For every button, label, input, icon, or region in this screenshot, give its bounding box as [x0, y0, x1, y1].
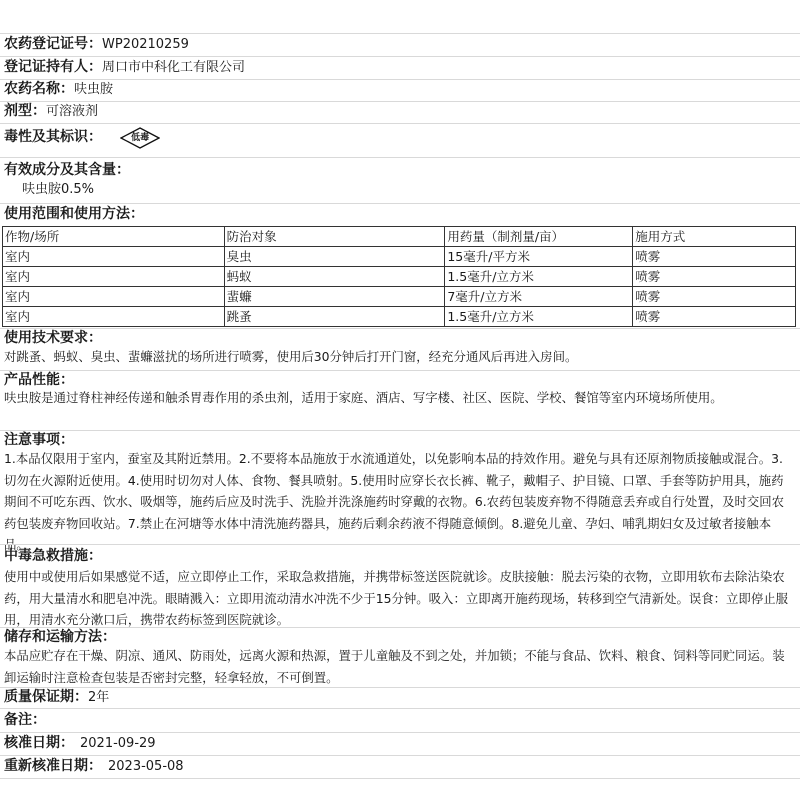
performance-label: 产品性能：	[4, 372, 74, 388]
reapproval-date-value: 2023-05-08	[108, 759, 184, 774]
remarks-row	[4, 710, 46, 731]
form-value: 可溶液剂	[46, 104, 99, 119]
divider	[0, 101, 800, 102]
divider	[0, 157, 800, 158]
divider	[0, 627, 800, 628]
table-cell: 跳蚤	[224, 307, 445, 327]
shelf-life-value: 2年	[88, 690, 110, 705]
holder-row	[4, 57, 245, 78]
table-cell: 室内	[3, 307, 225, 327]
table-row	[3, 247, 796, 267]
shelf-life-label: 质量保证期：	[4, 689, 88, 705]
approval-date-label: 核准日期：	[4, 735, 74, 751]
table-cell: 7毫升/立方米	[445, 287, 633, 307]
reg-no-label: 农药登记证号：	[4, 36, 102, 52]
ingredient-label: 有效成分及其含量：	[4, 162, 130, 178]
table-row	[3, 287, 796, 307]
name-label: 农药名称：	[4, 81, 74, 97]
table-cell: 室内	[3, 287, 225, 307]
approval-date-value: 2021-09-29	[80, 736, 156, 751]
table-row	[3, 267, 796, 287]
table-cell: 蜚蠊	[224, 287, 445, 307]
precautions-label: 注意事项：	[4, 432, 74, 448]
divider	[0, 708, 800, 709]
remarks-label: 备注：	[4, 712, 46, 728]
first-aid-text: 使用中或使用后如果感觉不适，应立即停止工作，采取急救措施，并携带标签送医院就诊。皮肤接触：脱去污染的衣物，立即用软布去除沾染农药，用大量清水和肥皂冲洗。眼睛溅入：立即用流动清水冲洗不少于15分钟。吸入：立即离开施药现场，转移到空气清新处。误食：立即停止服用，用清水充分漱口后，携带农药标签到医院就诊。	[4, 569, 788, 627]
table-cell: 喷雾	[633, 267, 796, 287]
approval-date-row	[4, 733, 156, 754]
table-cell: 蚂蚁	[224, 267, 445, 287]
table-header-row	[3, 227, 796, 247]
divider	[0, 123, 800, 124]
toxicity-label: 毒性及其标识：	[4, 129, 102, 145]
table-cell: 喷雾	[633, 287, 796, 307]
table-header-cell: 作物/场所	[3, 227, 225, 247]
low-toxicity-diamond-icon	[120, 127, 160, 149]
table-cell: 喷雾	[633, 307, 796, 327]
table-cell: 臭虫	[224, 247, 445, 267]
table-header-cell: 施用方式	[633, 227, 796, 247]
divider	[0, 370, 800, 371]
divider	[0, 544, 800, 545]
shelf-life-row	[4, 687, 109, 708]
first-aid-label: 中毒急救措施：	[4, 548, 102, 564]
table-cell: 1.5毫升/立方米	[445, 267, 633, 287]
divider	[0, 430, 800, 431]
technique-text: 对跳蚤、蚂蚁、臭虫、蜚蠊滋扰的场所进行喷雾，使用后30分钟后打开门窗，经充分通风后再进入房间。	[4, 349, 578, 364]
name-row	[4, 79, 113, 100]
ingredient-value: 呋虫胺0.5%	[22, 182, 95, 197]
divider	[0, 687, 800, 688]
name-value: 呋虫胺	[74, 82, 114, 97]
toxicity-badge-text: 低毒	[131, 132, 150, 143]
form-label: 剂型：	[4, 103, 46, 119]
reapproval-date-row	[4, 756, 184, 777]
reg-no-row	[4, 34, 189, 55]
storage-label: 储存和运输方法：	[4, 629, 116, 645]
toxicity-row	[4, 125, 160, 150]
storage-text: 本品应贮存在干燥、阴凉、通风、防雨处，远离火源和热源，置于儿童触及不到之处，并加锁；不能与食品、饮料、粮食、饲料等同贮同运。装卸运输时注意检查包装是否密封完整，轻拿轻放，不可倒置。	[4, 648, 785, 685]
table-cell: 室内	[3, 247, 225, 267]
reapproval-date-label: 重新核准日期：	[4, 758, 102, 774]
holder-value: 周口市中科化工有限公司	[102, 60, 246, 75]
table-cell: 1.5毫升/立方米	[445, 307, 633, 327]
table-header-cell: 用药量（制剂量/亩）	[445, 227, 633, 247]
table-cell: 喷雾	[633, 247, 796, 267]
usage-label: 使用范围和使用方法：	[4, 206, 144, 222]
performance-text: 呋虫胺是通过脊柱神经传递和触杀胃毒作用的杀虫剂，适用于家庭、酒店、写字楼、社区、医院、学校、餐馆等室内环境场所使用。	[4, 390, 723, 405]
divider	[0, 79, 800, 80]
table-cell: 室内	[3, 267, 225, 287]
holder-label: 登记证持有人：	[4, 59, 102, 75]
table-cell: 15毫升/平方米	[445, 247, 633, 267]
form-row	[4, 101, 98, 122]
divider	[0, 778, 800, 779]
precautions-text: 1.本品仅限用于室内，蚕室及其附近禁用。2.不要将本品施放于水流通道处，以免影响本品的持效作用。避免与具有还原剂物质接触或混合。3.切勿在火源附近使用。4.使用时切勿对人体、食物、餐具喷射。5.使用时应穿长衣长裤、靴子，戴帽子、护目镜、口罩、手套等防护用具，施药期间不可吃东西、饮水、吸烟等，施药后应及时洗手、洗脸并洗涤施药时穿戴的衣物。6.农药包装废弃物不得随意丢弃或自行处置，及时交回农药包装废弃物回收站。7.禁止在河塘等水体中清洗施药器具，施药后剩余药液不得随意倾倒。8.避免儿童、孕妇、哺乳期妇女及过敏者接触本品。	[4, 451, 785, 552]
usage-table	[2, 226, 796, 327]
table-header-cell: 防治对象	[224, 227, 445, 247]
technique-label: 使用技术要求：	[4, 330, 102, 346]
divider	[0, 328, 800, 329]
table-row	[3, 307, 796, 327]
reg-no-value: WP20210259	[102, 37, 189, 52]
